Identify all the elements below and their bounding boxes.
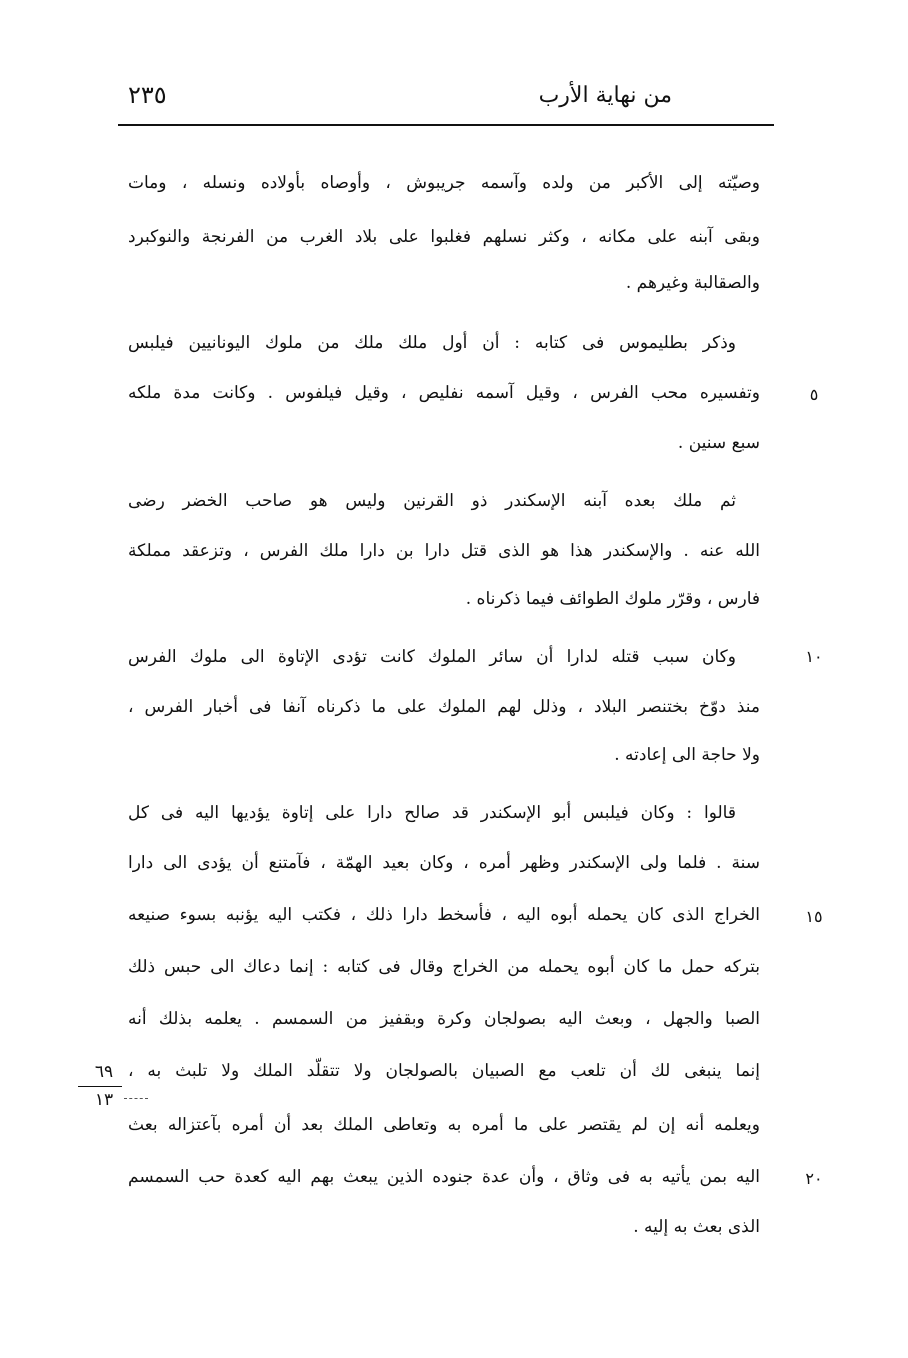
text-line-5: وتفسيره محب الفرس ، وقيل آسمه نفليص ، وقيل فيلفوس . وكانت مدة ملكه (128, 383, 760, 403)
header-rule (118, 124, 774, 126)
margin-line-number-15: ١٥ (805, 907, 823, 926)
page-number: ٢٣٥ (128, 81, 167, 109)
text-line-17: الصبا والجهل ، وبعث اليه بصولجان وكرة وبقفيز من السمسم . يعلمه بذلك أنه (128, 1009, 760, 1029)
text-line-19: ويعلمه أنه إن لم يقتصر على ما أمره به وتعاطى الملك بعد أن أمره بآعتزاله بعث (128, 1115, 760, 1135)
text-line-3: والصقالبة وغيرهم . (625, 273, 760, 293)
text-line-11: منذ دوّخ بختنصر البلاد ، وذلل لهم الملوك على ما ذكرناه آنفا فى أخبار الفرس ، (128, 697, 760, 717)
text-line-12: ولا حاجة الى إعادته . (614, 745, 760, 765)
text-line-14: سنة . فلما ولى الإسكندر وظهر أمره ، وكان بعيد الهمّة ، فآمتنع أن يؤدى الى دارا (128, 853, 760, 873)
text-line-6: سبع سنين . (677, 433, 760, 453)
folio-note-top: ٦٩ (94, 1062, 114, 1082)
text-line-18: إنما ينبغى لك أن تلعب مع الصبيان بالصولجان ولا تتقلّد الملك ولا تلبث به ، (128, 1061, 760, 1081)
margin-line-number-5: ٥ (809, 385, 819, 404)
text-line-15: الخراج الذى كان يحمله أبوه اليه ، فأسخط دارا ذلك ، فكتب اليه يؤنبه بسوء صنيعه (128, 905, 760, 925)
text-line-21: الذى بعث به إليه . (633, 1217, 760, 1237)
text-line-9: فارس ، وقرّر ملوك الطوائف فيما ذكرناه . (465, 589, 760, 609)
folio-note-bottom: ١٣ (94, 1090, 114, 1110)
text-line-13: قالوا : وكان فيلبس أبو الإسكندر قد صالح دارا على إتاوة يؤديها اليه فى كل (128, 803, 736, 823)
running-head-title: من نهاية الأرب (538, 83, 672, 108)
margin-line-number-20: ٢٠ (805, 1169, 823, 1188)
text-line-1: وصيّته إلى الأكبر من ولده وآسمه جريبوش ، وأوصاه بأولاده ونسله ، ومات (128, 173, 760, 193)
text-line-20: اليه بمن يأتيه به فى وثاق ، وأن عدة جنوده الذين يبعث بهم اليه كعدة حب السمسم (128, 1167, 760, 1187)
text-line-10: وكان سبب قتله لدارا أن سائر الملوك كانت تؤدى الإتاوة الى ملوك الفرس (128, 647, 736, 667)
text-line-8: الله عنه . والإسكندر هذا هو الذى قتل دارا بن دارا ملك الفرس ، وتزعقد مملكة (128, 541, 760, 561)
text-line-2: وبقى آبنه على مكانه ، وكثر نسلهم فغلبوا على بلاد الغرب من الفرنجة والنوكبرد (128, 227, 760, 247)
folio-marker-dash (124, 1098, 148, 1099)
text-line-7: ثم ملك بعده آبنه الإسكندر ذو القرنين وليس هو صاحب الخضر رضى (128, 491, 736, 511)
text-line-16: بتركه حمل ما كان أبوه يحمله من الخراج وقال فى كتابه : إنما دعاك الى حبس ذلك (128, 957, 760, 977)
text-line-4: وذكر بطليموس فى كتابه : أن أول ملك ملك من ملوك اليونانيين فيلبس (128, 333, 736, 353)
margin-line-number-10: ١٠ (805, 647, 823, 666)
folio-note-rule (78, 1086, 122, 1087)
